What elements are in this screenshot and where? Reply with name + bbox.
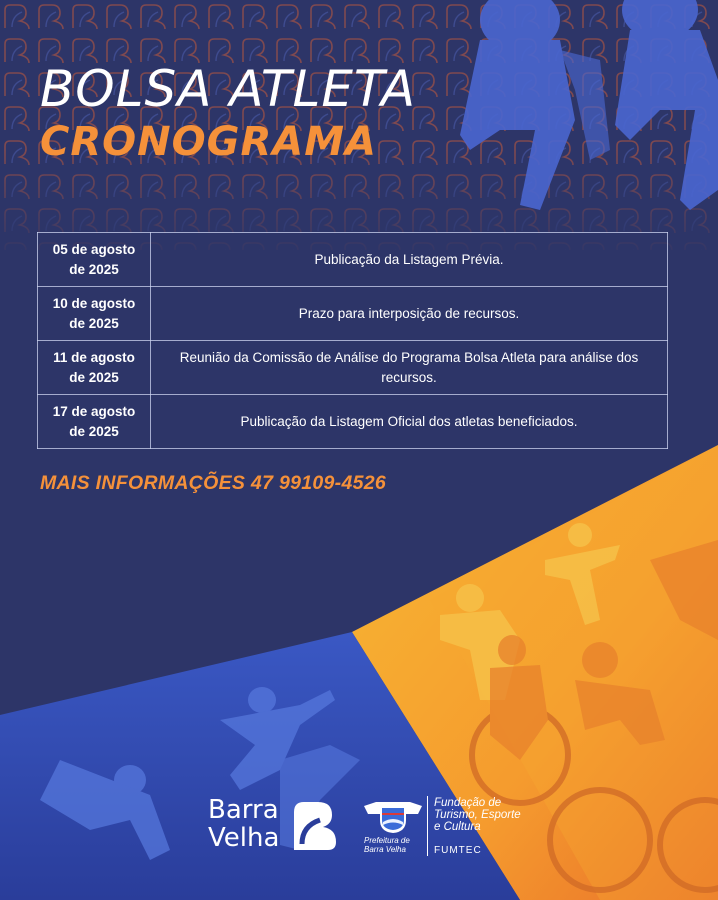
barra-velha-logo-text <box>208 796 279 852</box>
prefeitura-line2: Barra Velha <box>364 845 406 854</box>
fumtec-label: FUMTEC <box>434 845 482 856</box>
prefeitura-label <box>364 836 410 854</box>
contact-info: MAIS INFORMAÇÕES 47 99109-4526 <box>40 472 387 494</box>
date-cell <box>38 395 151 449</box>
fundacao-label <box>434 797 521 833</box>
brand-line2: Velha <box>208 823 280 853</box>
fundacao-line1: Fundação de <box>434 797 502 809</box>
title-line1: BOLSA ATLETA <box>40 60 417 118</box>
date-line1: 10 de agosto <box>52 295 136 311</box>
date-line1: 11 de agosto <box>53 349 135 365</box>
coat-of-arms-icon <box>362 800 424 834</box>
date-line2: de 2025 <box>69 369 119 385</box>
logo-divider <box>427 796 428 856</box>
date-cell <box>38 341 151 395</box>
table-row <box>38 341 668 395</box>
description-cell: Publicação da Listagem Oficial dos atletas beneficiados. <box>151 395 668 449</box>
table-row <box>38 287 668 341</box>
date-line2: de 2025 <box>69 423 119 439</box>
date-line2: de 2025 <box>69 261 119 277</box>
fundacao-line3: e Cultura <box>434 821 481 833</box>
date-cell <box>38 233 151 287</box>
description-cell: Publicação da Listagem Prévia. <box>151 233 668 287</box>
description-cell: Reunião da Comissão de Análise do Programa Bolsa Atleta para análise dos recursos. <box>151 341 668 395</box>
date-line1: 17 de agosto <box>52 403 136 419</box>
table-row <box>38 395 668 449</box>
date-cell <box>38 287 151 341</box>
date-line2: de 2025 <box>69 315 119 331</box>
table-row <box>38 233 668 287</box>
brand-line1: Barra <box>208 795 279 825</box>
title-block <box>40 60 417 165</box>
title-line2: CRONOGRAMA <box>40 119 377 165</box>
prefeitura-line1: Prefeitura de <box>364 836 410 845</box>
description-cell: Prazo para interposição de recursos. <box>151 287 668 341</box>
fundacao-line2: Turismo, Esporte <box>434 809 521 821</box>
date-line1: 05 de agosto <box>52 241 136 257</box>
schedule-table <box>37 232 668 449</box>
barra-velha-logo-icon <box>290 798 340 854</box>
